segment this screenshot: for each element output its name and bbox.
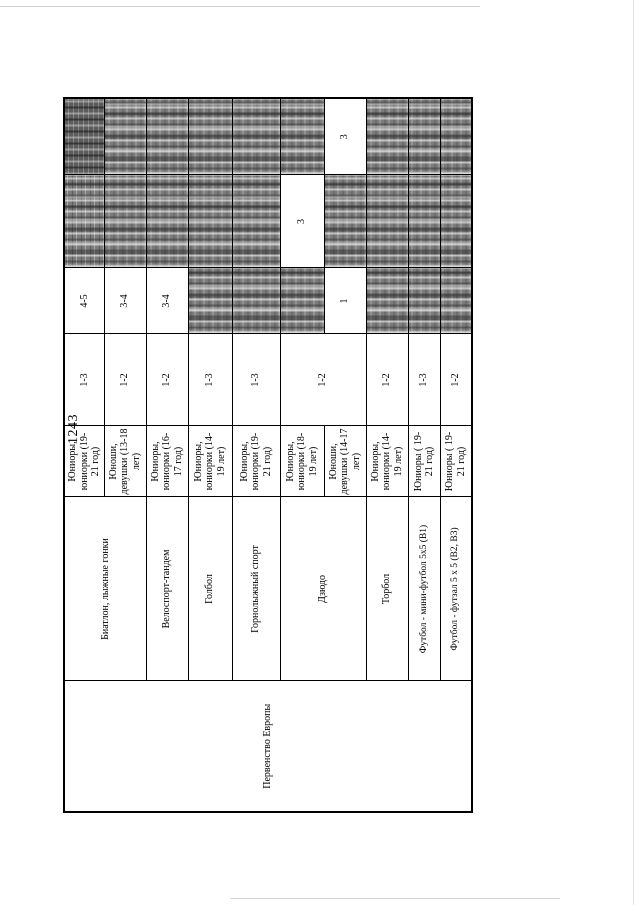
sport-cell: Торбол [366,497,408,681]
scan-edge-bottom [230,898,560,899]
redacted-cell [408,268,440,334]
redacted-cell [366,98,408,175]
place-cell: 3 [324,98,366,175]
place-cell: 1-2 [280,334,366,426]
age-cell: Юноши, девушки (13-18 лет) [104,426,146,497]
redacted-cell [440,175,472,268]
place-cell: 1-3 [232,334,280,426]
sport-cell: Футбол - футзал 5 x 5 (B2, B3) [440,497,472,681]
redacted-cell [324,175,366,268]
redacted-cell [232,175,280,268]
place-cell: 1-2 [366,334,408,426]
redacted-cell [408,175,440,268]
age-cell: Юниоры, юниорки (14-19 лет) [188,426,232,497]
age-cell: Юниоры, юниорки (19-21 год) [64,426,104,497]
redacted-cell [188,175,232,268]
place-cell: 1-3 [408,334,440,426]
place-cell: 1-3 [188,334,232,426]
place-cell: 3-4 [104,268,146,334]
redacted-cell [408,98,440,175]
place-cell: 4-5 [64,268,104,334]
redacted-cell [146,175,188,268]
table-row [64,98,104,812]
age-cell: Юниоры, юниорки (16-17 год) [146,426,188,497]
redacted-cell [104,98,146,175]
sport-cell: Биатлон, лыжные гонки [64,497,146,681]
rotated-table-wrapper [63,99,471,813]
redacted-cell [188,268,232,334]
redacted-cell [440,98,472,175]
age-cell: Юниоры, юниорки (19-21 год) [232,426,280,497]
place-cell: 1-2 [146,334,188,426]
redacted-cell [366,175,408,268]
redacted-cell [146,98,188,175]
age-cell: Юноши, девушки (14-17 лет) [324,426,366,497]
place-cell: 1-2 [440,334,472,426]
redacted-cell [280,268,324,334]
competition-table [63,97,473,813]
place-cell: 1 [324,268,366,334]
sport-cell: Голбол [188,497,232,681]
page-number: 1243 [66,414,81,444]
sport-cell: Велоспорт-тандем [146,497,188,681]
place-cell: 1-3 [64,334,104,426]
redacted-cell [232,98,280,175]
place-cell: 3 [280,175,324,268]
place-cell: 3-4 [146,268,188,334]
age-cell: Юниоры ( 19-21 год) [408,426,440,497]
redacted-cell [366,268,408,334]
event-cell: Первенство Европы [64,681,472,812]
redacted-cell [232,268,280,334]
sport-cell: Горнолыжный спорт [232,497,280,681]
scan-edge-top [0,6,480,7]
age-cell: Юниоры ( 19-21 год) [440,426,472,497]
redacted-cell [104,175,146,268]
place-cell: 1-2 [104,334,146,426]
redacted-cell [188,98,232,175]
age-cell: Юниоры, юниорки (18-19 лет) [280,426,324,497]
sport-cell: Дзюдо [280,497,366,681]
redacted-cell [440,268,472,334]
age-cell: Юниоры, юниорки (14-19 лет) [366,426,408,497]
scan-edge-right [633,0,634,905]
sport-cell: Футбол - мини-футбол 5x5 (B1) [408,497,440,681]
redacted-cell [64,175,104,268]
redacted-cell [280,98,324,175]
redacted-cell [64,98,104,175]
